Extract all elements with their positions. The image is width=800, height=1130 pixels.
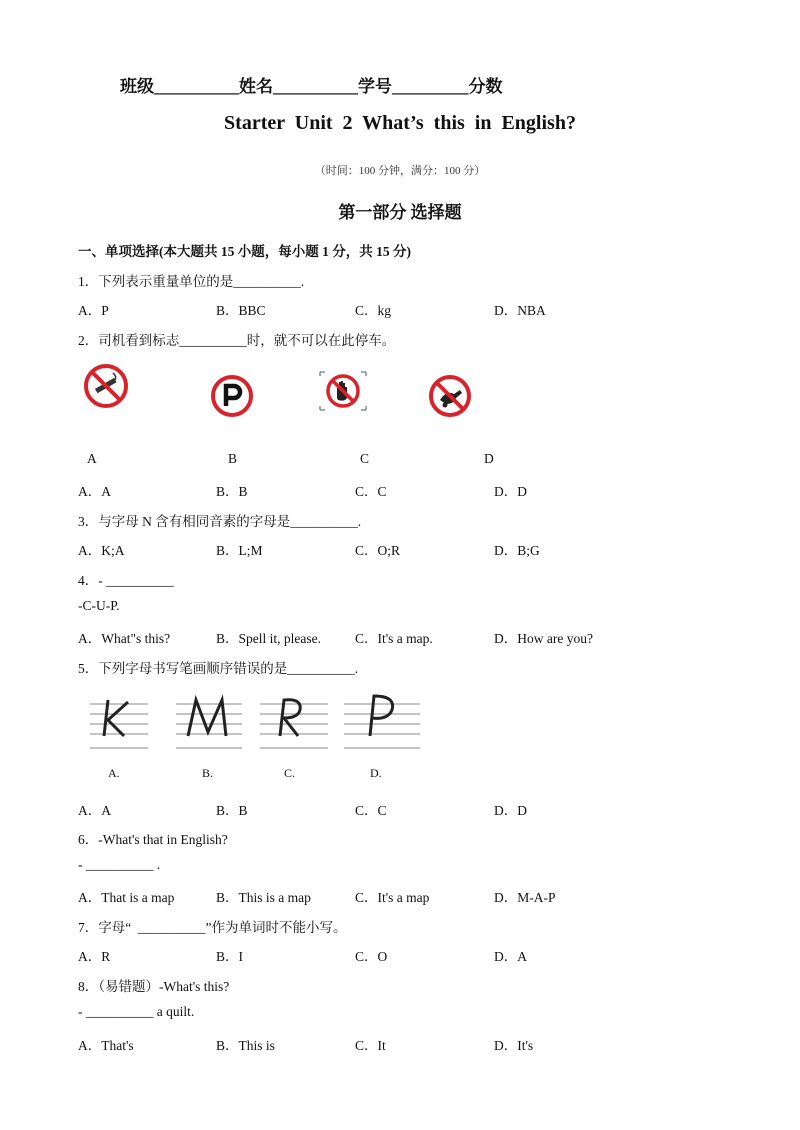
question-stem: 2．司机看到标志__________时，就不可以在此停车。 bbox=[78, 333, 396, 348]
letter-card-a bbox=[88, 686, 150, 786]
parking-icon bbox=[210, 374, 254, 423]
part-heading: 第一部分 选择题 bbox=[338, 203, 462, 222]
letter-card-d bbox=[342, 686, 422, 786]
option-b[interactable]: B．B bbox=[216, 484, 248, 499]
option-d[interactable]: D．NBA bbox=[494, 303, 546, 318]
no-smoking-icon bbox=[83, 363, 129, 414]
option-a[interactable]: A．P bbox=[78, 303, 109, 318]
image-label-d: D bbox=[484, 451, 494, 466]
page-title: Starter Unit 2 What’s this in English? bbox=[224, 112, 576, 134]
option-a[interactable]: A．K;A bbox=[78, 543, 125, 558]
id-label: 学号 bbox=[358, 77, 392, 96]
image-label-b: B bbox=[228, 451, 238, 466]
option-c[interactable]: C．C bbox=[355, 803, 387, 818]
option-d[interactable]: D．D bbox=[494, 803, 527, 818]
image-label-a: A bbox=[87, 451, 97, 466]
card-label-d: D. bbox=[370, 766, 382, 780]
option-c[interactable]: C．It bbox=[355, 1038, 386, 1053]
letter-card-b bbox=[174, 686, 244, 786]
option-b[interactable]: B．B bbox=[216, 803, 248, 818]
class-label: 班级 bbox=[120, 77, 154, 96]
question-stem: 4．- __________ bbox=[78, 573, 174, 588]
question-stem: 1．下列表示重量单位的是__________. bbox=[78, 274, 305, 289]
option-b[interactable]: B．This is a map bbox=[216, 890, 311, 905]
student-info-line: 班级__________姓名__________学号_________分数 bbox=[120, 77, 503, 96]
option-c[interactable]: C．O bbox=[355, 949, 388, 964]
option-b[interactable]: B．Spell it, please. bbox=[216, 631, 321, 646]
question-stem: 5．下列字母书写笔画顺序错误的是__________. bbox=[78, 661, 359, 676]
question-stem: 6．-What's that in English? bbox=[78, 832, 228, 847]
question-stem: 3．与字母 N 含有相同音素的字母是__________. bbox=[78, 514, 362, 529]
no-touch-icon bbox=[318, 366, 368, 421]
option-c[interactable]: C．O;R bbox=[355, 543, 401, 558]
answer-line: - __________ . bbox=[78, 857, 161, 872]
section-heading: 一、单项选择(本大题共 15 小题，每小题 1 分，共 15 分) bbox=[78, 244, 411, 259]
option-d[interactable]: D．M-A-P bbox=[494, 890, 556, 905]
option-a[interactable]: A．A bbox=[78, 803, 111, 818]
letter-card-c bbox=[258, 686, 330, 786]
option-d[interactable]: D．A bbox=[494, 949, 527, 964]
answer-line: -C-U-P. bbox=[78, 598, 120, 613]
card-label-c: C. bbox=[284, 766, 296, 780]
option-d[interactable]: D．It's bbox=[494, 1038, 534, 1053]
option-d[interactable]: D．B;G bbox=[494, 543, 540, 558]
option-a[interactable]: A．What"s this? bbox=[78, 631, 171, 646]
option-a[interactable]: A．A bbox=[78, 484, 111, 499]
option-a[interactable]: A．That's bbox=[78, 1038, 134, 1053]
option-c[interactable]: C．C bbox=[355, 484, 387, 499]
option-c[interactable]: C．It's a map bbox=[355, 890, 430, 905]
option-a[interactable]: A．R bbox=[78, 949, 111, 964]
answer-line: - __________ a quilt. bbox=[78, 1004, 195, 1019]
image-label-c: C bbox=[360, 451, 370, 466]
option-b[interactable]: B．This is bbox=[216, 1038, 275, 1053]
name-label: 姓名 bbox=[239, 77, 273, 96]
option-d[interactable]: D．D bbox=[494, 484, 527, 499]
option-b[interactable]: B．BBC bbox=[216, 303, 266, 318]
exam-time-note: （时间：100 分钟，满分：100 分） bbox=[314, 165, 486, 177]
option-b[interactable]: B．L;M bbox=[216, 543, 263, 558]
question-stem: 8．（易错题）-What's this? bbox=[78, 979, 230, 994]
option-b[interactable]: B．I bbox=[216, 949, 243, 964]
option-c[interactable]: C．kg bbox=[355, 303, 392, 318]
option-d[interactable]: D．How are you? bbox=[494, 631, 593, 646]
card-label-a: A. bbox=[108, 766, 120, 780]
question-stem: 7．字母“ __________”作为单词时不能小写。 bbox=[78, 920, 347, 935]
option-a[interactable]: A．That is a map bbox=[78, 890, 175, 905]
option-c[interactable]: C．It's a map. bbox=[355, 631, 433, 646]
card-label-b: B. bbox=[202, 766, 214, 780]
score-label: 分数 bbox=[468, 77, 503, 96]
no-feeding-icon bbox=[428, 374, 472, 423]
